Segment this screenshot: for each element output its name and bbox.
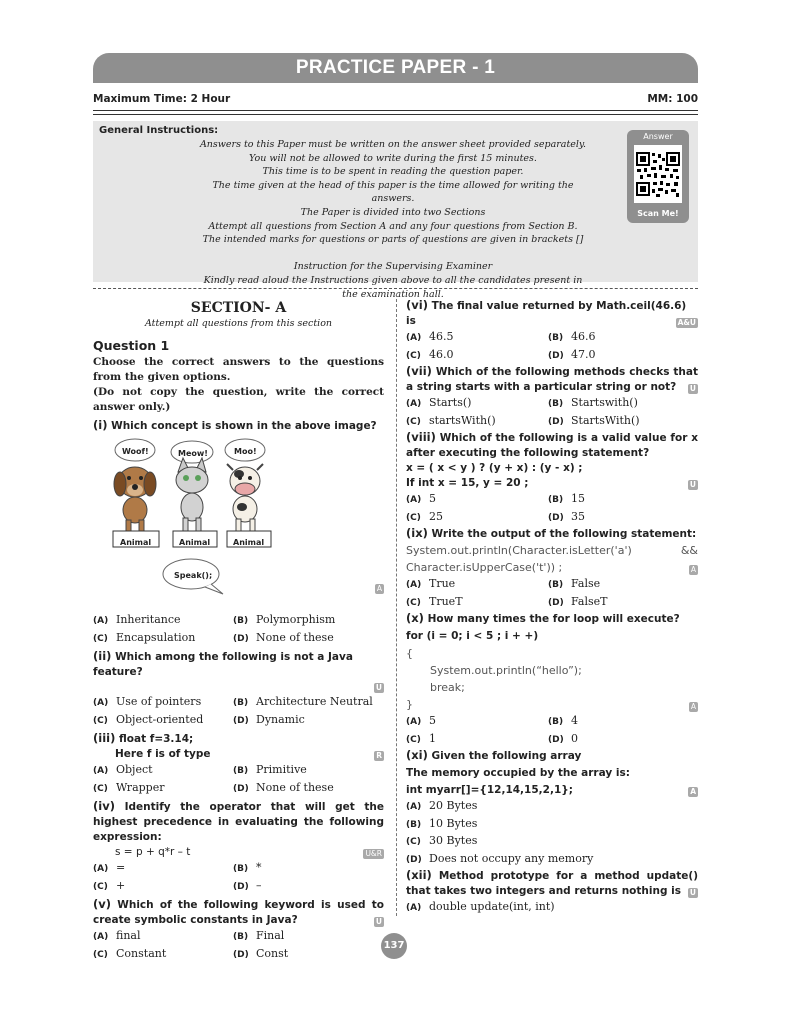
options-xi [406, 798, 698, 868]
question-xii: (xii) Method prototype for a method update() that takes two integers and returns nothing is U [406, 868, 698, 897]
intro-text: Choose the correct answers to the questions from the given options. [93, 356, 384, 383]
options-xii [406, 899, 698, 917]
divider [93, 114, 698, 115]
option[interactable]: (A) True [406, 577, 456, 590]
instruction-line: This time is to be spent in reading the question paper. [262, 166, 524, 178]
option[interactable]: (B) 4 [548, 714, 578, 727]
bubble-woof: Woof! [122, 447, 149, 456]
question-text: The final value returned by Math.ceil(46.6) is [406, 300, 687, 327]
options-ix [406, 576, 698, 611]
option[interactable]: (A) double update(int, int) [406, 900, 555, 913]
option[interactable]: (C) Constant [93, 946, 167, 960]
option[interactable]: (A) Use of pointers [93, 695, 202, 708]
max-marks: MM: 100 [647, 93, 698, 105]
option[interactable]: (A) 5 [406, 714, 436, 727]
qr-code-icon[interactable] [634, 145, 682, 203]
code-line: break; [430, 681, 465, 694]
page-number: 137 [381, 933, 407, 959]
option[interactable]: (C) 46.0 [406, 347, 454, 361]
question-heading: Question 1 [93, 338, 170, 353]
left-column [93, 298, 384, 963]
question-viii-given: If int x = 15, y = 20 ; U [406, 477, 696, 489]
instruction-line: You will not be allowed to write during the first 15 minutes. [249, 152, 537, 164]
polymorphism-illustration [93, 434, 384, 606]
question-text: How many times the for loop will execute? [427, 613, 680, 625]
question-text: Which concept is shown in the above image? [111, 420, 377, 432]
question-text: Identify the operator that will get the highest precedence in evaluating the following expression: [93, 801, 384, 843]
question-xi-line2: The memory occupied by the array is: [406, 767, 630, 779]
question-ix-code: Character.isUpperCase('t')) ; A [406, 561, 696, 574]
options-x [406, 713, 698, 748]
difficulty-badge: U [375, 683, 382, 692]
question-text: Which of the following methods checks that a string starts with a particular string or not? [406, 366, 698, 393]
option[interactable]: (B) Primitive [233, 763, 307, 776]
qr-bottom-label: Scan Me! [637, 209, 679, 218]
section-subtitle: Attempt all questions from this section [144, 318, 333, 329]
option[interactable]: (B) Architecture Neutral [233, 695, 373, 708]
animal-label: Animal [179, 538, 211, 547]
instruction-line: Attempt all questions from Section A and any four questions from Section B. [208, 220, 578, 232]
question-viii-expression: x = ( x < y ) ? (y + x) : (y - x) ; [406, 462, 583, 474]
section-divider [93, 288, 698, 289]
question-xi-line3: int myarr[]={12,14,15,2,1}; A [406, 784, 696, 796]
question-text: Method prototype for a method update() that takes two integers and returns nothing is [406, 870, 698, 897]
section-title: SECTION- A [190, 300, 287, 316]
difficulty-badge: U [689, 480, 696, 489]
difficulty-badge: U [689, 888, 696, 897]
option[interactable]: (A) 20 Bytes [406, 799, 478, 812]
question-x: (x) How many times the for loop will execute? [406, 611, 680, 625]
option[interactable]: (B) 10 Bytes [406, 816, 478, 830]
options-vii [406, 395, 698, 430]
code-line: System.out.println(“hello”); [430, 664, 582, 677]
option[interactable]: (A) = [93, 861, 126, 874]
options-viii [406, 491, 698, 526]
difficulty-badge: A [690, 565, 696, 574]
question-vii: (vii) Which of the following methods checks that a string starts with a particular string or not? U [406, 364, 698, 393]
code-line: } A [406, 698, 696, 711]
question-i: (i) Which concept is shown in the above image? [93, 418, 377, 432]
difficulty-badge: A&U [677, 318, 696, 327]
option[interactable]: (B) Startswith() [548, 396, 638, 409]
option[interactable]: (C) Encapsulation [93, 630, 196, 644]
option[interactable]: (A) 46.5 [406, 330, 454, 343]
option[interactable]: (C) startsWith() [406, 413, 496, 427]
bubble-meow: Meow! [178, 449, 208, 458]
option[interactable]: (D) None of these [233, 630, 334, 644]
option[interactable]: (D) – [233, 878, 262, 892]
option[interactable]: (B) 46.6 [548, 330, 596, 343]
paper-title: PRACTICE PAPER - 1 [295, 57, 496, 78]
difficulty-badge: U [689, 384, 696, 393]
question-iii: (iii) float f=3.14; [93, 731, 194, 745]
option[interactable]: (D) 0 [548, 731, 578, 745]
instruction-line: Answers to this Paper must be written on the answer sheet provided separately. [199, 139, 587, 150]
answer-qr-card[interactable] [627, 130, 689, 223]
instruction-line: Instruction for the Supervising Examiner [293, 261, 493, 273]
option[interactable]: (C) Object-oriented [93, 712, 204, 726]
question-ix: (ix) Write the output of the following statement: [406, 526, 697, 540]
option[interactable]: (D) StartsWith() [548, 413, 640, 427]
options-iii [93, 762, 384, 797]
title-banner [93, 53, 698, 83]
option[interactable]: (D) FalseT [548, 594, 608, 608]
option[interactable]: (D) Does not occupy any memory [406, 851, 594, 865]
option[interactable]: (C) Wrapper [93, 780, 165, 794]
question-iii-line2: Here f is of type R [115, 748, 382, 760]
difficulty-badge: A [376, 584, 382, 593]
max-time: Maximum Time: 2 Hour [93, 93, 231, 105]
qr-top-label: Answer [643, 132, 673, 141]
options-vi [406, 329, 698, 364]
option[interactable]: (D) 35 [548, 509, 585, 523]
option[interactable]: (C) 25 [406, 509, 443, 523]
speak-bubble: Speak(); [174, 571, 213, 580]
question-text: Write the output of the following statement: [431, 528, 697, 540]
difficulty-badge: U&R [365, 849, 382, 858]
options-ii [93, 694, 384, 729]
option[interactable]: (D) None of these [233, 780, 334, 794]
option[interactable]: (B) * [233, 861, 262, 874]
question-text: Which among the following is not a Java feature? [93, 651, 353, 678]
difficulty-badge: U [375, 917, 382, 926]
option[interactable]: (D) Const [233, 946, 289, 960]
question-text: float f=3.14; [119, 733, 194, 745]
difficulty-badge: A [690, 702, 696, 711]
option[interactable]: (C) 30 Bytes [406, 834, 478, 847]
divider [93, 110, 698, 111]
option[interactable]: (A) Object [93, 763, 153, 776]
question-viii: (viii) Which of the following is a valid value for x after executing the following statement? [406, 430, 699, 459]
question-text: Which of the following is a valid value for x after executing the following statement? [406, 432, 699, 459]
question-vi: (vi) The final value returned by Math.ceil(46.6) is A&U [406, 298, 696, 327]
option[interactable]: (A) 5 [406, 492, 436, 505]
question-iv-expression: s = p + q*r – t U&R [115, 846, 382, 858]
option[interactable]: (D) 47.0 [548, 347, 596, 361]
difficulty-badge: A [690, 787, 696, 796]
question-v: (v) Which of the following keyword is used to create symbolic constants in Java? U [93, 897, 385, 926]
question-text: Given the following array [431, 750, 582, 762]
option[interactable]: (B) 15 [548, 492, 585, 505]
question-text: Which of the following keyword is used to create symbolic constants in Java? [93, 899, 385, 926]
option[interactable]: (C) TrueT [406, 594, 463, 608]
instructions-heading: General Instructions: [99, 125, 219, 136]
option[interactable]: (A) Starts() [406, 396, 472, 409]
option[interactable]: (C) + [93, 878, 126, 892]
question-xi: (xi) Given the following array [406, 748, 582, 762]
question-ii: (ii) Which among the following is not a Java feature? U [93, 649, 382, 692]
right-column [406, 298, 698, 917]
column-divider [396, 294, 397, 916]
option[interactable]: (D) Dynamic [233, 712, 305, 726]
options-v [93, 928, 384, 963]
question-x-loop: for (i = 0; i < 5 ; i + +) [406, 630, 539, 642]
option[interactable]: (B) Polymorphism [233, 613, 336, 626]
difficulty-badge: R [376, 751, 382, 760]
animal-label: Animal [233, 538, 265, 547]
options-iv [93, 860, 384, 895]
instruction-line: The Paper is divided into two Sections [300, 206, 486, 218]
instruction-line: The intended marks for questions or parts of questions are given in brackets [] [202, 234, 584, 246]
option[interactable]: (A) Inheritance [93, 613, 181, 626]
instruction-line: The time given at the head of this paper is the time allowed for writing the answers. [212, 179, 574, 205]
instruction-line [198, 247, 588, 261]
instruction-line: Kindly read aloud the Instructions given above to all the candidates present in the examination hall. [203, 274, 583, 300]
general-instructions [93, 121, 698, 300]
option[interactable]: (A) final [93, 929, 141, 942]
option[interactable]: (C) 1 [406, 731, 436, 745]
code-line: { [406, 647, 413, 660]
option[interactable]: (B) False [548, 577, 601, 590]
bubble-moo: Moo! [234, 447, 257, 456]
animal-label: Animal [120, 538, 152, 547]
instructions-list [198, 138, 588, 301]
intro-text: (Do not copy the question, write the correct answer only.) [93, 386, 384, 413]
question-ix-code: System.out.println(Character.isLetter('a') && [406, 544, 698, 557]
options-i [93, 612, 384, 647]
question-iv: (iv) Identify the operator that will get the highest precedence in evaluating the following expression: [93, 799, 384, 843]
option[interactable]: (B) Final [233, 929, 285, 942]
